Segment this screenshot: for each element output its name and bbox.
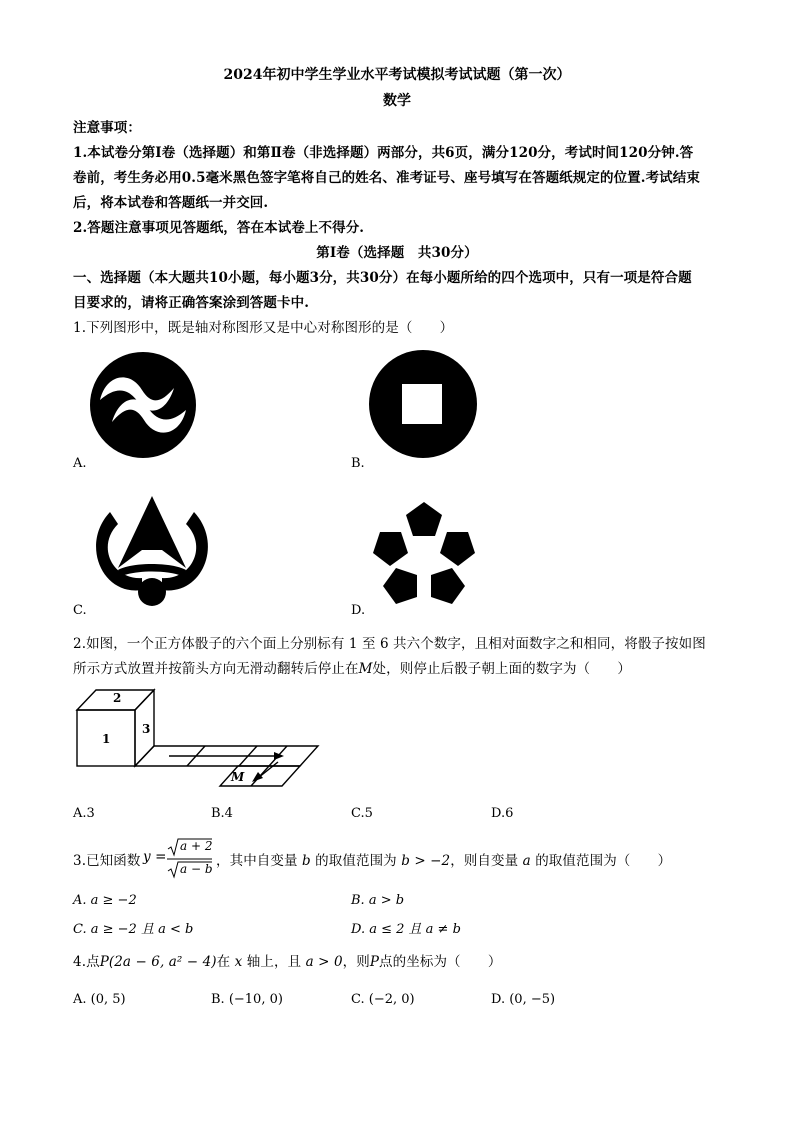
q1-option-c-label: C. <box>73 603 87 618</box>
q1-figure-a <box>88 350 198 460</box>
q3-numerator: a + 2 <box>180 839 213 853</box>
exam-title: 2024年初中学生学业水平考试模拟考试试题（第一次） <box>223 67 571 83</box>
dice-top-face: 2 <box>113 691 122 705</box>
q2-stem-line1: 2.如图，一个正方体骰子的六个面上分别标有 1 至 6 共六个数字，且相对面数字之和相同，将骰子按如图 <box>73 636 706 652</box>
q2-option-a: A.3 <box>73 806 95 821</box>
q1-option-d-label: D. <box>351 603 366 618</box>
q2-dice-figure <box>74 686 324 790</box>
q1-figure-d <box>366 498 482 614</box>
q3-option-c: C. a ≥ −2 且 a < b <box>73 922 194 937</box>
subject-title: 数学 <box>383 93 411 109</box>
q3-stem-body: ，其中自变量 b 的取值范围为 b > −2，则自变量 a 的取值范围为（ ） <box>216 853 672 869</box>
q2-option-b: B.4 <box>211 806 233 821</box>
q3-option-b: B. a > b <box>351 893 405 908</box>
q1-option-a-label: A. <box>73 456 87 471</box>
q2-option-d: D.6 <box>491 806 514 821</box>
q1-figure-b <box>367 348 479 460</box>
q4-option-b: B. (−10, 0) <box>211 992 283 1007</box>
dice-end-label: M <box>231 770 245 784</box>
dice-front-face: 1 <box>102 732 111 746</box>
q3-denominator: a − b <box>180 862 213 876</box>
q1-stem: 1.下列图形中，既是轴对称图形又是中心对称图形的是（ ） <box>73 320 454 336</box>
notice-item1-line3: 后，将本试卷和答题纸一并交回. <box>73 195 269 211</box>
q3-stem-prefix: 3.已知函数 <box>73 853 141 869</box>
q4-option-d: D. (0, −5) <box>491 992 556 1007</box>
q1-option-b-label: B. <box>351 456 365 471</box>
q4-stem: 4.点P(2a − 6, a² − 4)在 x 轴上，且 a > 0，则P点的坐标为（ ） <box>73 954 502 970</box>
q2-stem-line2: 所示方式放置并按箭头方向无滑动翻转后停止在M处，则停止后骰子朝上面的数字为（ ） <box>73 661 631 677</box>
dice-side-face: 3 <box>142 722 151 736</box>
notice-item1-line1: 1.本试卷分第Ⅰ卷（选择题）和第Ⅱ卷（非选择题）两部分，共6页，满分120分，考试时间120分钟.答 <box>73 145 694 161</box>
q4-option-c: C. (−2, 0) <box>351 992 415 1007</box>
notice-item2: 2.答题注意事项见答题纸，答在本试卷上不得分. <box>73 220 365 236</box>
part1-heading: 第Ⅰ卷（选择题 共30分） <box>316 245 478 261</box>
q3-function-y: y = <box>143 849 167 865</box>
section-intro-line1: 一、选择题（本大题共10小题，每小题3分，共30分）在每小题所给的四个选项中，只有一项是符合题 <box>73 270 692 286</box>
notice-heading: 注意事项： <box>73 120 141 136</box>
q3-option-a: A. a ≥ −2 <box>73 893 137 908</box>
section-intro-line2: 目要求的，请将正确答案涂到答题卡中. <box>73 295 309 311</box>
q4-option-a: A. (0, 5) <box>73 992 126 1007</box>
notice-item1-line2: 卷前，考生务必用0.5毫米黑色签字笔将自己的姓名、准考证号、座号填写在答题纸规定的位置.考试结束 <box>73 170 700 186</box>
q3-option-d: D. a ≤ 2 且 a ≠ b <box>351 922 461 937</box>
q1-figure-c <box>88 490 216 608</box>
q2-option-c: C.5 <box>351 806 373 821</box>
